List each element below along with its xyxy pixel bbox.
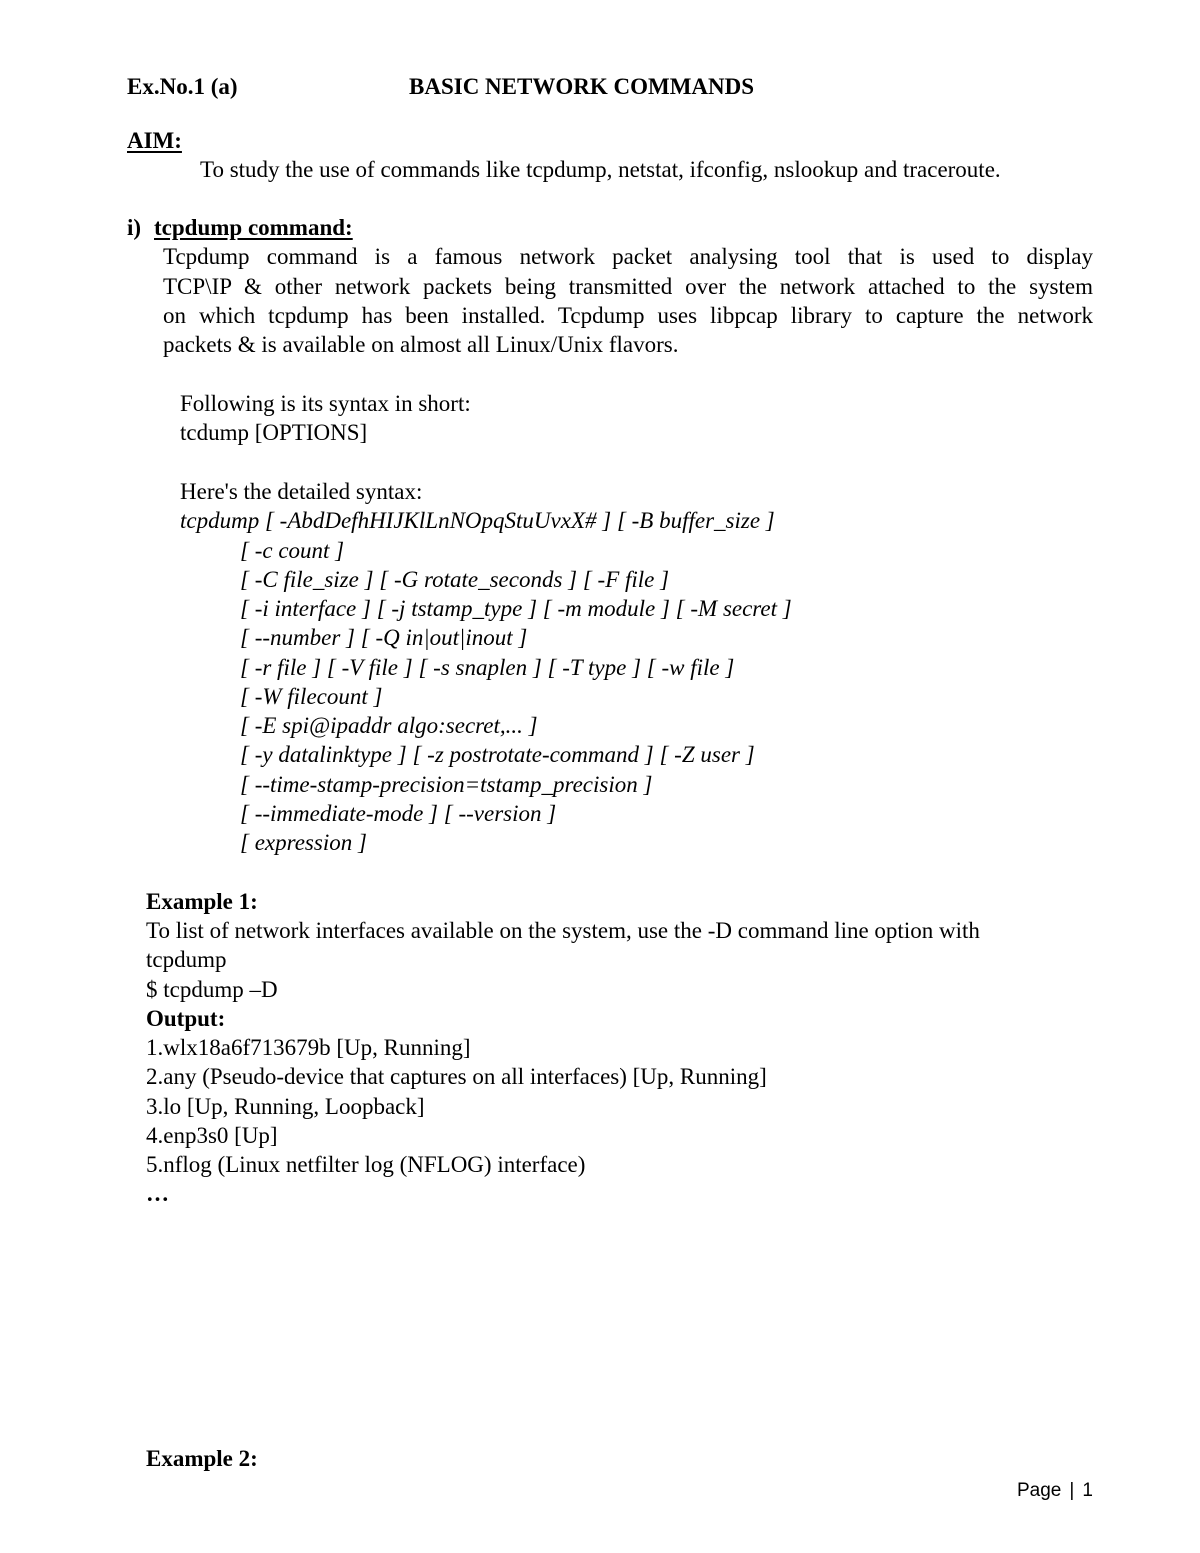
exercise-number: Ex.No.1 (a) bbox=[127, 74, 238, 99]
paragraph-line: TCP\IP & other network packets being transmitted over the network attached to the system bbox=[163, 274, 1093, 299]
paragraph-line: Tcpdump command is a famous network packet analysing tool that is used to display bbox=[163, 244, 1093, 269]
syntax-line: [ -E spi@ipaddr algo:secret,... ] bbox=[240, 713, 538, 738]
syntax-line: [ -c count ] bbox=[240, 538, 345, 563]
aim-text: To study the use of commands like tcpdump, netstat, ifconfig, nslookup and traceroute. bbox=[200, 157, 1001, 182]
output-ellipsis: … bbox=[146, 1181, 169, 1206]
section-number: i) bbox=[127, 215, 142, 240]
example1-description-line: To list of network interfaces available on the system, use the -D command line option with bbox=[146, 918, 980, 943]
output-heading: Output: bbox=[146, 1006, 226, 1031]
syntax-line: [ --number ] [ -Q in|out|inout ] bbox=[240, 625, 528, 650]
paragraph-line: on which tcpdump has been installed. Tcpdump uses libpcap library to capture the network bbox=[163, 303, 1093, 328]
page-separator: | bbox=[1069, 1480, 1075, 1501]
syntax-line: [ --time-stamp-precision=tstamp_precision ] bbox=[240, 772, 653, 797]
syntax-line: [ -r file ] [ -V file ] [ -s snaplen ] [ -T type ] [ -w file ] bbox=[240, 655, 735, 680]
page-label: Page bbox=[1017, 1480, 1062, 1501]
output-line: 4.enp3s0 [Up] bbox=[146, 1123, 278, 1148]
page-number: 1 bbox=[1082, 1480, 1093, 1501]
syntax-line: [ -i interface ] [ -j tstamp_type ] [ -m module ] [ -M secret ] bbox=[240, 596, 792, 621]
syntax-line: [ -y datalinktype ] [ -z postrotate-command ] [ -Z user ] bbox=[240, 742, 755, 767]
syntax-line: [ --immediate-mode ] [ --version ] bbox=[240, 801, 557, 826]
short-syntax-intro: Following is its syntax in short: bbox=[180, 391, 471, 416]
aim-heading: AIM: bbox=[127, 128, 182, 153]
example2-heading: Example 2: bbox=[146, 1446, 258, 1471]
output-line: 5.nflog (Linux netfilter log (NFLOG) interface) bbox=[146, 1152, 586, 1177]
paragraph-line: packets & is available on almost all Linux/Unix flavors. bbox=[163, 332, 679, 357]
short-syntax: tcdump [OPTIONS] bbox=[180, 420, 368, 445]
section-heading: tcpdump command: bbox=[154, 215, 353, 240]
example1-command: $ tcpdump –D bbox=[146, 977, 278, 1002]
output-line: 2.any (Pseudo-device that captures on all interfaces) [Up, Running] bbox=[146, 1064, 767, 1089]
syntax-line: [ expression ] bbox=[240, 830, 367, 855]
example1-description-line: tcpdump bbox=[146, 947, 227, 972]
syntax-line: [ -C file_size ] [ -G rotate_seconds ] [ -F file ] bbox=[240, 567, 670, 592]
syntax-line: tcpdump [ -AbdDefhHIJKlLnNOpqStuUvxX# ] [ -B buffer_size ] bbox=[180, 508, 775, 533]
output-line: 3.lo [Up, Running, Loopback] bbox=[146, 1094, 425, 1119]
page-footer bbox=[1017, 1478, 1093, 1504]
example1-heading: Example 1: bbox=[146, 889, 258, 914]
detailed-syntax-intro: Here's the detailed syntax: bbox=[180, 479, 423, 504]
syntax-line: [ -W filecount ] bbox=[240, 684, 383, 709]
page-title: BASIC NETWORK COMMANDS bbox=[409, 74, 755, 99]
output-line: 1.wlx18a6f713679b [Up, Running] bbox=[146, 1035, 471, 1060]
